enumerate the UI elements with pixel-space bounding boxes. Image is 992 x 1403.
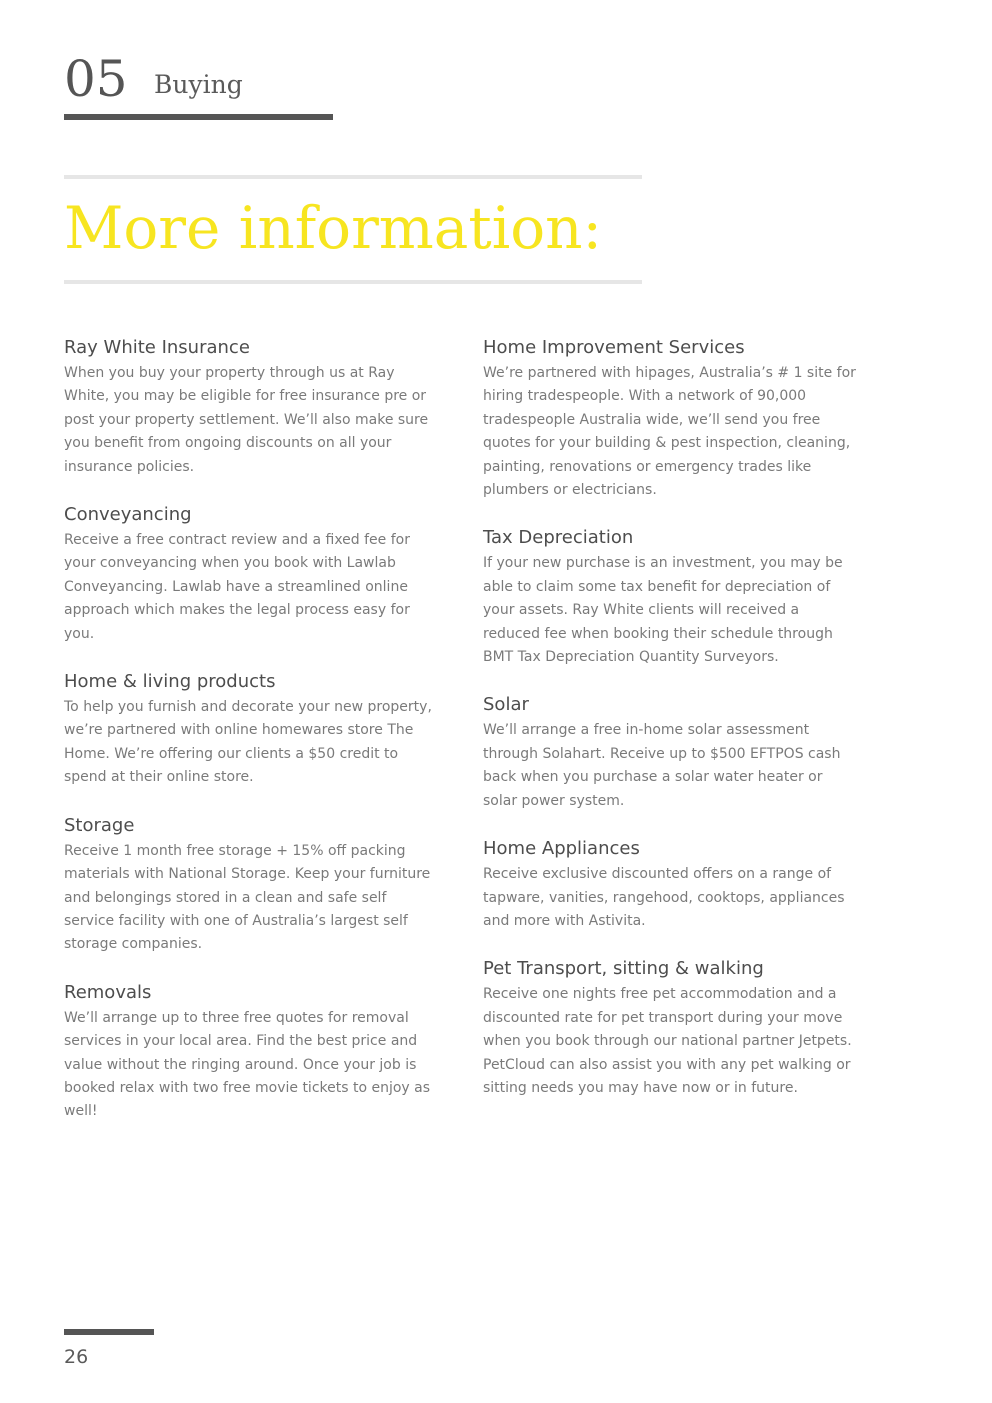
info-item-storage — [64, 812, 439, 957]
info-heading: Storage — [64, 814, 135, 836]
info-body: Receive 1 month free storage + 15% off packing materials with National Storage. Keep your furniture and belongings stored in a clean and safe self service facility with one of Australia’s largest self storage companies. — [64, 842, 431, 953]
info-body: Receive one nights free pet accommodation and a discounted rate for pet transport during your move when you book through our national partner Jetpets. PetCloud can also assist you with any pet walking or sitting needs you may have now or in future. — [483, 986, 852, 1096]
info-heading: Ray White Insurance — [64, 337, 250, 358]
info-body: We’re partnered with hipages, Australia’s # 1 site for hiring tradespeople. With a network of 90,000 tradespeople Australia wide, we’ll send you free quotes for your building & pest inspection, cleaning, painting, renovations or emergency trades like plumbers or electricians. — [483, 365, 856, 499]
page-number: 26 — [64, 1346, 89, 1368]
footer-rule — [64, 1329, 154, 1335]
info-item-home-living-products — [64, 668, 439, 790]
section-underline — [64, 114, 333, 120]
info-body: We’ll arrange up to three free quotes for removal services in your local area. Find the best price and value without the ringing around. Once your job is booked relax with two free movie tickets to enjoy as well! — [64, 1009, 431, 1120]
info-item-home-improvement-services — [483, 334, 858, 502]
info-item-removals — [64, 979, 439, 1124]
info-body: We’ll arrange a free in-home solar assessment through Solahart. Receive up to $500 EFTPOS cash back when you purchase a solar water heater or solar power system. — [483, 722, 841, 809]
info-body: Receive a free contract review and a fixed fee for your conveyancing when you book with Lawlab Conveyancing. Lawlab have a streamlined online approach which makes the legal process easy for you. — [64, 532, 410, 642]
right-column — [483, 334, 858, 1122]
info-heading: Tax Depreciation — [483, 527, 634, 549]
info-item-conveyancing — [64, 501, 439, 646]
title-top-rule — [64, 175, 642, 179]
info-heading: Home & living products — [64, 671, 276, 693]
info-item-solar — [483, 691, 858, 813]
title-bottom-rule — [64, 280, 642, 284]
info-body: To help you furnish and decorate your new property, we’re partnered with online homewares store The Home. We’re offering our clients a $50 credit to spend at their online store. — [64, 699, 432, 786]
info-heading: Solar — [483, 694, 529, 716]
info-item-pet-transport — [483, 955, 858, 1100]
info-item-home-appliances — [483, 835, 858, 933]
info-heading: Home Appliances — [483, 838, 640, 860]
left-column — [64, 334, 439, 1146]
section-name: Buying — [154, 70, 243, 99]
section-number: 05 — [64, 50, 128, 108]
info-item-tax-depreciation — [483, 524, 858, 669]
info-heading: Conveyancing — [64, 504, 192, 526]
info-heading: Pet Transport, sitting & walking — [483, 958, 764, 980]
info-item-ray-white-insurance — [64, 334, 439, 479]
page-title: More information: — [64, 194, 603, 262]
info-body: When you buy your property through us at Ray White, you may be eligible for free insurance pre or post your property settlement. We’ll also make sure you benefit from ongoing discounts on all your insurance policies. — [64, 365, 429, 475]
info-body: Receive exclusive discounted offers on a range of tapware, vanities, rangehood, cooktops, appliances and more with Astivita. — [483, 866, 845, 929]
info-heading: Removals — [64, 981, 152, 1003]
info-heading: Home Improvement Services — [483, 337, 745, 358]
info-body: If your new purchase is an investment, you may be able to claim some tax benefit for depreciation of your assets. Ray White clients will received a reduced fee when booking their schedule through BMT Tax Depreciation Quantity Surveyors. — [483, 555, 843, 666]
